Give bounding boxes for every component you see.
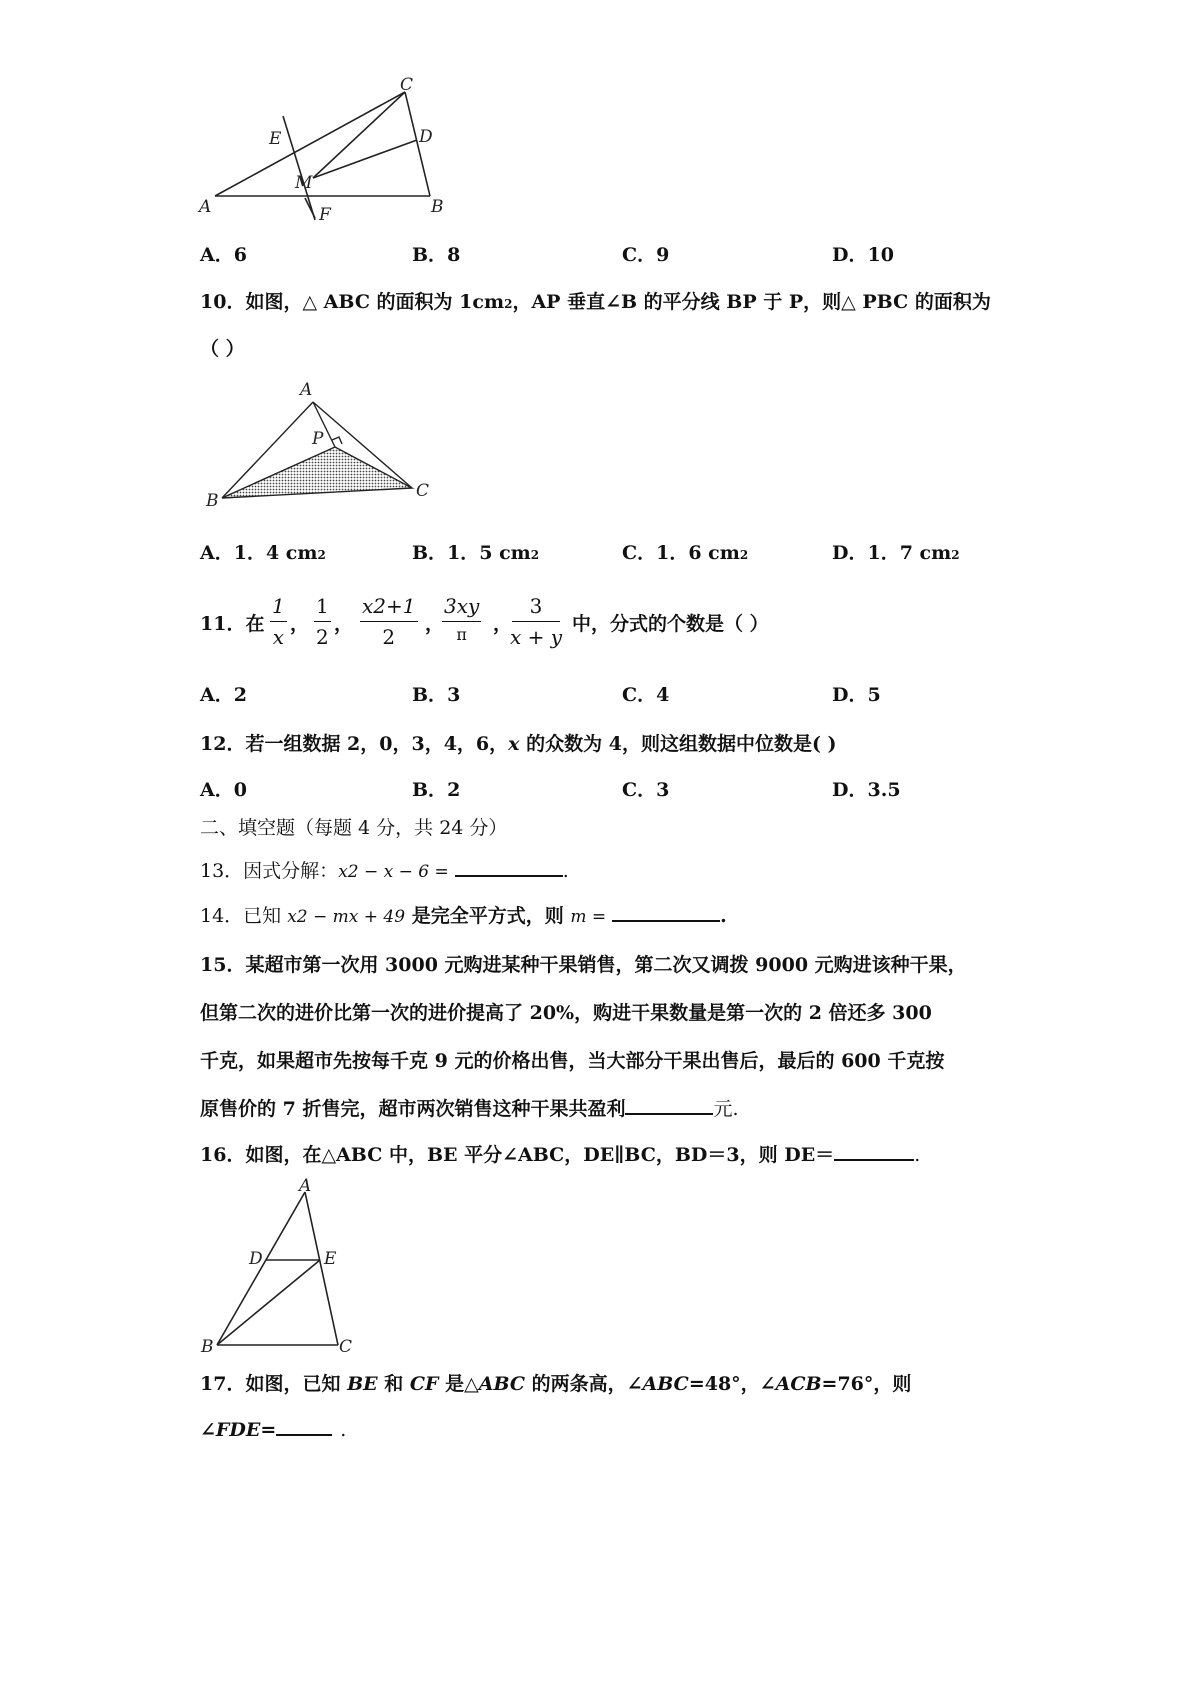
fig9-label-a: A xyxy=(199,197,212,217)
q15-line-2: 但第二次的进价比第一次的进价提高了 20%，购进干果数量是第一次的 2 倍还多 300 xyxy=(200,1002,932,1024)
q11-option-b[interactable]: B．3 xyxy=(412,684,461,706)
fig9-label-d: D xyxy=(419,127,433,147)
q11-fraction-3: x2+1 2 xyxy=(362,594,416,649)
q17-line-2: ∠FDE= . xyxy=(200,1419,347,1441)
q11-suffix: 中，分式的个数是（ ） xyxy=(572,613,769,635)
q13-answer-blank[interactable] xyxy=(455,875,563,877)
q10-option-a[interactable]: A．1．4 cm2 xyxy=(200,542,326,564)
fig16-label-e: E xyxy=(324,1249,337,1269)
q17-answer-blank[interactable] xyxy=(276,1434,332,1436)
fig10-label-p: P xyxy=(312,429,324,449)
q15-line-3: 千克，如果超市先按每千克 9 元的价格出售，当大部分干果出售后，最后的 600 千克按 xyxy=(200,1050,945,1072)
q10-figure xyxy=(200,380,440,510)
q9-option-c[interactable]: C．9 xyxy=(622,244,670,266)
fig10-label-c: C xyxy=(416,481,430,501)
fig10-label-a: A xyxy=(300,380,313,400)
q11-option-c[interactable]: C．4 xyxy=(622,684,670,706)
q16-stem: 16．如图，在△ABC 中，BE 平分∠ABC，DE∥BC，BD＝3，则 DE＝ . xyxy=(200,1144,921,1166)
q12-option-a[interactable]: A．0 xyxy=(200,779,247,801)
section-2-title: 二、填空题（每题 4 分，共 24 分） xyxy=(200,817,508,839)
q12-option-d[interactable]: D．3.5 xyxy=(832,779,901,801)
fig10-label-b: B xyxy=(206,491,219,511)
q11-fraction-5: 3 x + y xyxy=(510,594,563,649)
fig16-label-b: B xyxy=(201,1337,214,1357)
q15-line-1: 15．某超市第一次用 3000 元购进某种干果销售，第二次又调拨 9000 元购进该种干果， xyxy=(200,954,967,976)
q9-option-b[interactable]: B．8 xyxy=(412,244,461,266)
fig9-label-c: C xyxy=(400,75,414,95)
q9-figure xyxy=(195,75,450,228)
q16-answer-blank[interactable] xyxy=(834,1159,914,1161)
q11-prefix: 11．在 xyxy=(200,613,265,635)
fig9-label-b: B xyxy=(431,197,444,217)
q11-option-a[interactable]: A．2 xyxy=(200,684,247,706)
q17-stem: 17．如图，已知 BE 和 CF 是△ABC 的两条高，∠ABC=48°，∠ACB=76°，则 xyxy=(200,1373,912,1395)
q11-sep-1: ， xyxy=(290,613,310,635)
q12-stem: 12．若一组数据 2，0，3，4，6，x 的众数为 4，则这组数据中位数是( ) xyxy=(200,733,837,755)
q9-option-d[interactable]: D．10 xyxy=(832,244,894,266)
q13-stem: 13．因式分解：x2 − x − 6 = . xyxy=(200,860,569,882)
q16-figure xyxy=(201,1176,363,1357)
q11-option-d[interactable]: D．5 xyxy=(832,684,881,706)
fig9-label-f: F xyxy=(319,205,331,225)
q14-answer-blank[interactable] xyxy=(612,920,720,922)
q11-fraction-2: 1 2 xyxy=(316,594,329,649)
q10-option-d[interactable]: D．1．7 cm2 xyxy=(832,542,960,564)
q10-stem: 10．如图，△ ABC 的面积为 1cm2，AP 垂直∠B 的平分线 BP 于 P，则△ PBC 的面积为 xyxy=(200,291,991,313)
fig16-label-d: D xyxy=(249,1249,263,1269)
q11-fraction-4: 3xy π xyxy=(444,594,480,644)
q11-sep-2: ， xyxy=(334,613,354,635)
q10-paren: （ ） xyxy=(200,338,245,360)
q10-option-c[interactable]: C．1．6 cm2 xyxy=(622,542,749,564)
fig9-label-m: M xyxy=(295,173,313,193)
q15-line-4: 原售价的 7 折售完，超市两次销售这种干果共盈利 元. xyxy=(200,1098,739,1120)
q14-stem: 14．已知 x2 − mx + 49 是完全平方式，则 m = . xyxy=(200,905,727,927)
q10-option-b[interactable]: B．1．5 cm2 xyxy=(412,542,540,564)
fig9-label-e: E xyxy=(269,129,282,149)
q11-sep-4: ， xyxy=(493,613,513,635)
q11-fraction-1: 1 x xyxy=(272,594,285,649)
q12-option-b[interactable]: B．2 xyxy=(412,779,461,801)
q12-option-c[interactable]: C．3 xyxy=(622,779,670,801)
q9-option-a[interactable]: A．6 xyxy=(200,244,247,266)
q15-answer-blank[interactable] xyxy=(625,1113,713,1115)
fig16-label-a: A xyxy=(299,1176,312,1196)
fig16-label-c: C xyxy=(339,1337,353,1357)
q11-sep-3: ， xyxy=(425,613,445,635)
